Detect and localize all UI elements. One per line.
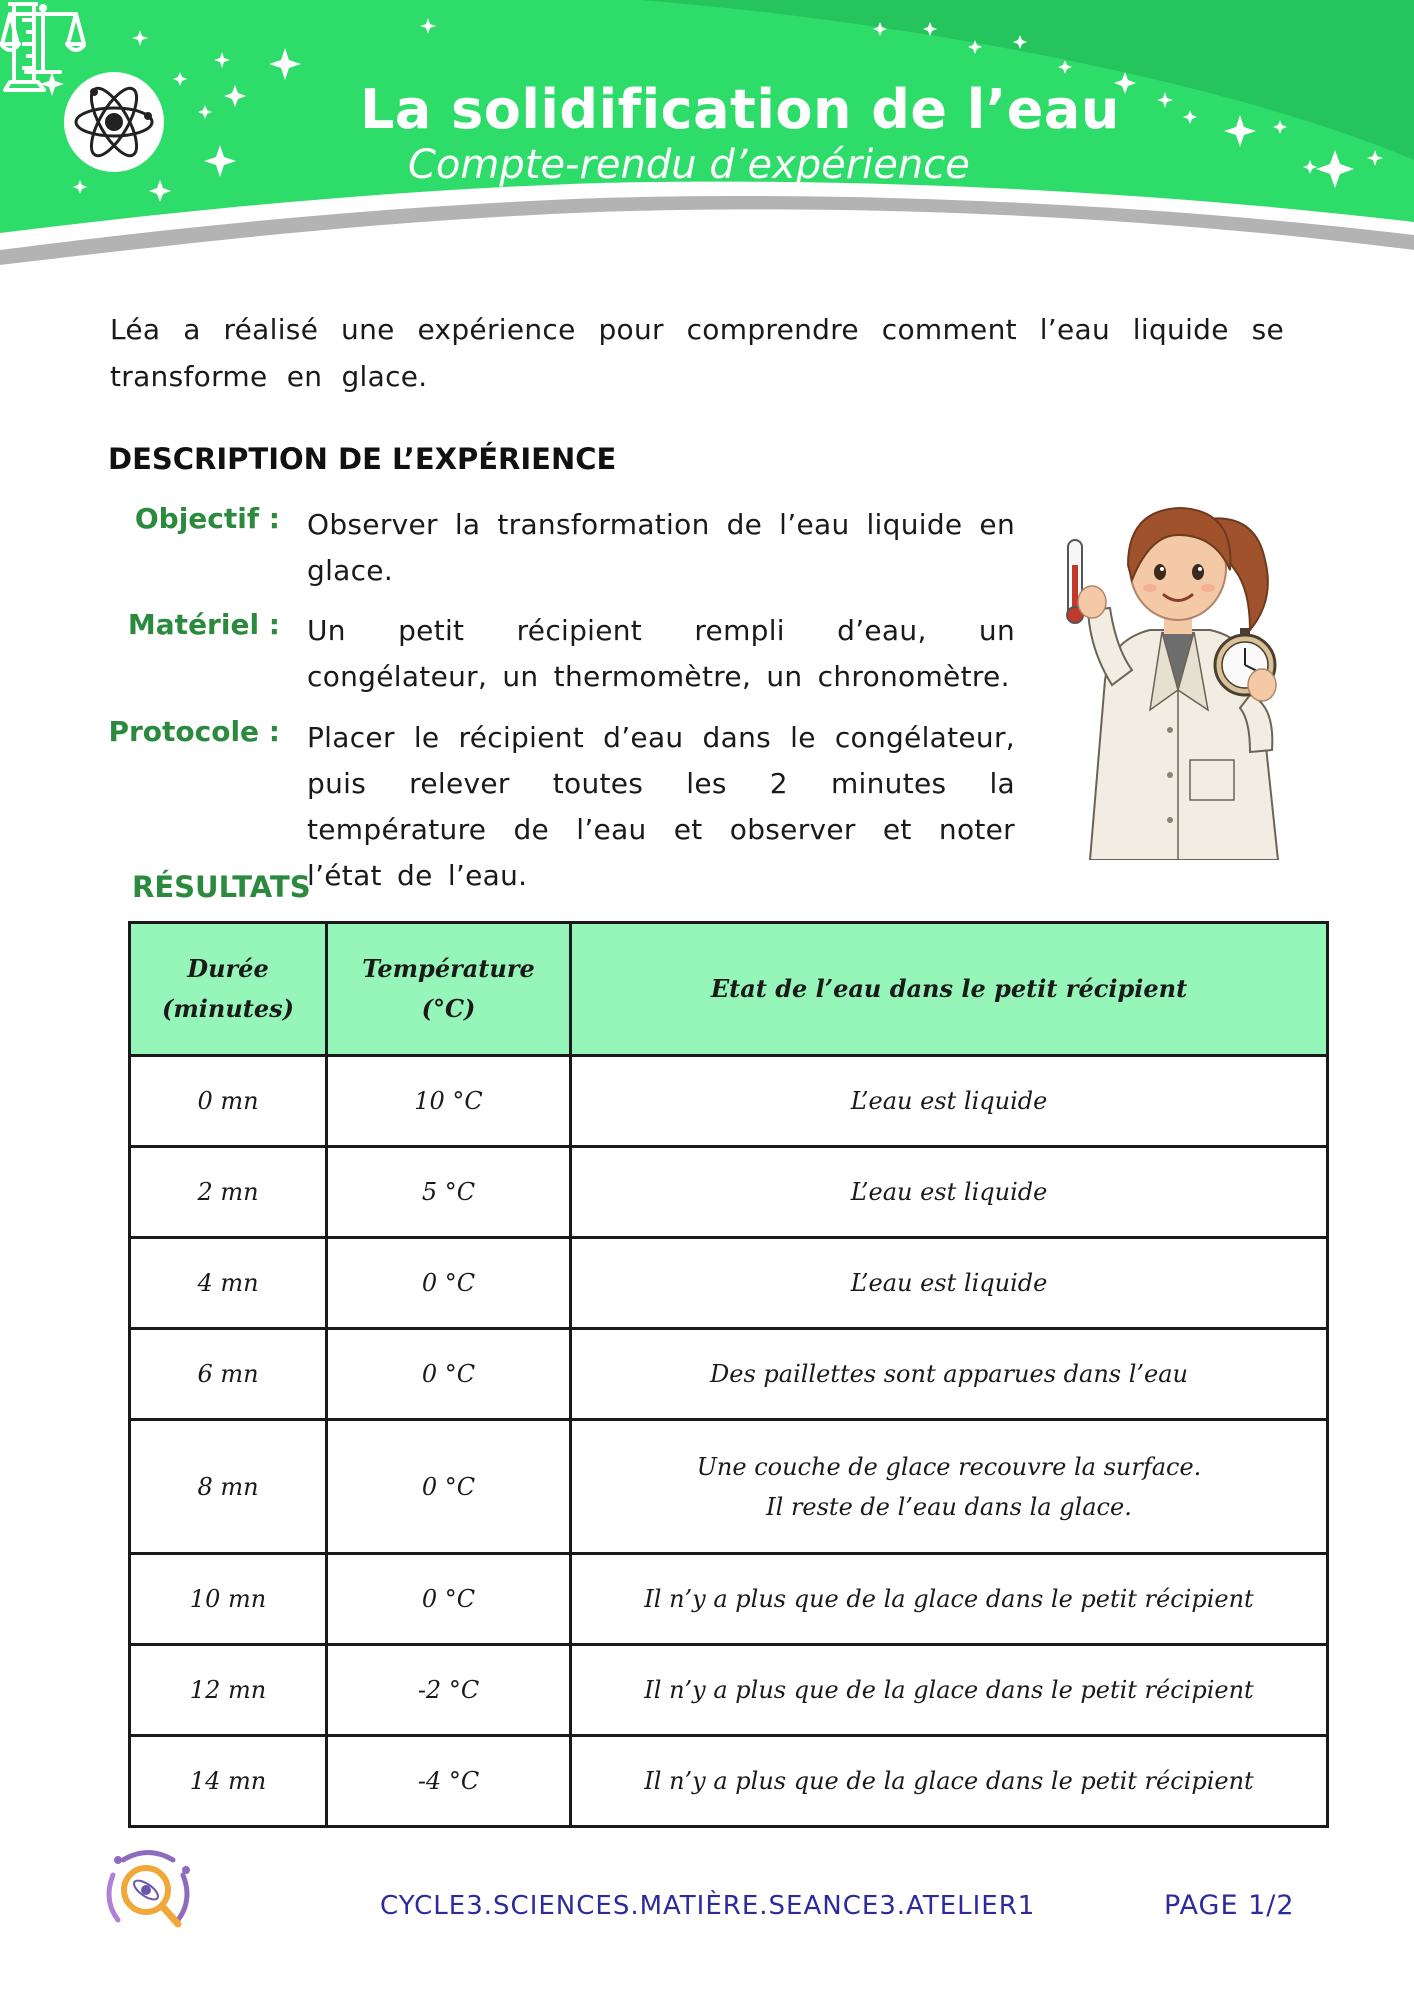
state-cell: Il n’y a plus que de la glace dans le petit récipient xyxy=(571,1645,1328,1736)
table-row xyxy=(130,1238,1328,1329)
state-cell: Des paillettes sont apparues dans l’eau xyxy=(571,1329,1328,1420)
description-section-title: DESCRIPTION DE L’EXPÉRIENCE xyxy=(108,442,617,476)
footer-code: CYCLE3.SCIENCES.MATIÈRE.SEANCE3.ATELIER1 xyxy=(380,1891,1036,1921)
duration-header xyxy=(130,923,327,1056)
intro-paragraph: Léa a réalisé une expérience pour comprendre comment l’eau liquide se transforme en glace. xyxy=(110,313,1284,393)
duration-cell: 4 mn xyxy=(130,1238,327,1329)
protocol-text: Placer le récipient d’eau dans le congélateur, puis relever toutes les 2 minutes la température de l’eau et observer et noter l’état de l’eau. xyxy=(307,721,1015,892)
duration-header-line2: (minutes) xyxy=(162,994,294,1023)
temperature-cell: -4 °C xyxy=(327,1736,571,1827)
state-cell xyxy=(571,1420,1328,1554)
magnifier-atom-logo xyxy=(98,1840,198,1940)
results-section-title: RÉSULTATS xyxy=(132,870,311,904)
table-row xyxy=(130,1056,1328,1147)
table-row xyxy=(130,1736,1328,1827)
duration-cell: 0 mn xyxy=(130,1056,327,1147)
objective-text: Observer la transformation de l’eau liquide en glace. xyxy=(307,508,1015,587)
material-label: Matériel : xyxy=(127,608,280,641)
state-cell: Il n’y a plus que de la glace dans le petit récipient xyxy=(571,1554,1328,1645)
state-cell: Il n’y a plus que de la glace dans le petit récipient xyxy=(571,1736,1328,1827)
atom-icon xyxy=(64,72,164,172)
table-row xyxy=(130,1420,1328,1554)
state-line1: Une couche de glace recouvre la surface. xyxy=(696,1452,1202,1481)
page-title: La solidification de l’eau xyxy=(360,78,1120,141)
page-number: PAGE 1/2 xyxy=(1164,1890,1295,1921)
table-row xyxy=(130,1554,1328,1645)
temperature-cell: 0 °C xyxy=(327,1329,571,1420)
temperature-cell: 0 °C xyxy=(327,1420,571,1554)
temperature-cell: -2 °C xyxy=(327,1645,571,1736)
duration-cell: 12 mn xyxy=(130,1645,327,1736)
table-row xyxy=(130,1329,1328,1420)
objective-label: Objectif : xyxy=(134,502,280,535)
state-cell: L’eau est liquide xyxy=(571,1056,1328,1147)
duration-header-line1: Durée xyxy=(187,954,269,983)
balance-scale-icon xyxy=(0,0,86,80)
temperature-cell: 10 °C xyxy=(327,1056,571,1147)
temperature-cell: 0 °C xyxy=(327,1554,571,1645)
temperature-header xyxy=(327,923,571,1056)
duration-cell: 10 mn xyxy=(130,1554,327,1645)
duration-cell: 14 mn xyxy=(130,1736,327,1827)
table-row xyxy=(130,1645,1328,1736)
duration-cell: 8 mn xyxy=(130,1420,327,1554)
state-line2: Il reste de l’eau dans la glace. xyxy=(766,1492,1132,1521)
temperature-cell: 0 °C xyxy=(327,1238,571,1329)
protocol-label: Protocole : xyxy=(108,715,280,748)
header-banner xyxy=(0,0,1414,270)
duration-cell: 2 mn xyxy=(130,1147,327,1238)
state-header: Etat de l’eau dans le petit récipient xyxy=(571,923,1328,1056)
material-text: Un petit récipient rempli d’eau, un congélateur, un thermomètre, un chronomètre. xyxy=(307,614,1015,693)
state-cell: L’eau est liquide xyxy=(571,1238,1328,1329)
temperature-header-line1: Température xyxy=(362,954,535,983)
temperature-header-line2: (°C) xyxy=(421,994,476,1023)
table-row xyxy=(130,1147,1328,1238)
results-table xyxy=(128,921,1329,1828)
table-header-row xyxy=(130,923,1328,1056)
temperature-cell: 5 °C xyxy=(327,1147,571,1238)
girl-scientist-illustration xyxy=(1050,480,1300,860)
state-cell: L’eau est liquide xyxy=(571,1147,1328,1238)
duration-cell: 6 mn xyxy=(130,1329,327,1420)
page-subtitle: Compte-rendu d’expérience xyxy=(408,142,970,188)
